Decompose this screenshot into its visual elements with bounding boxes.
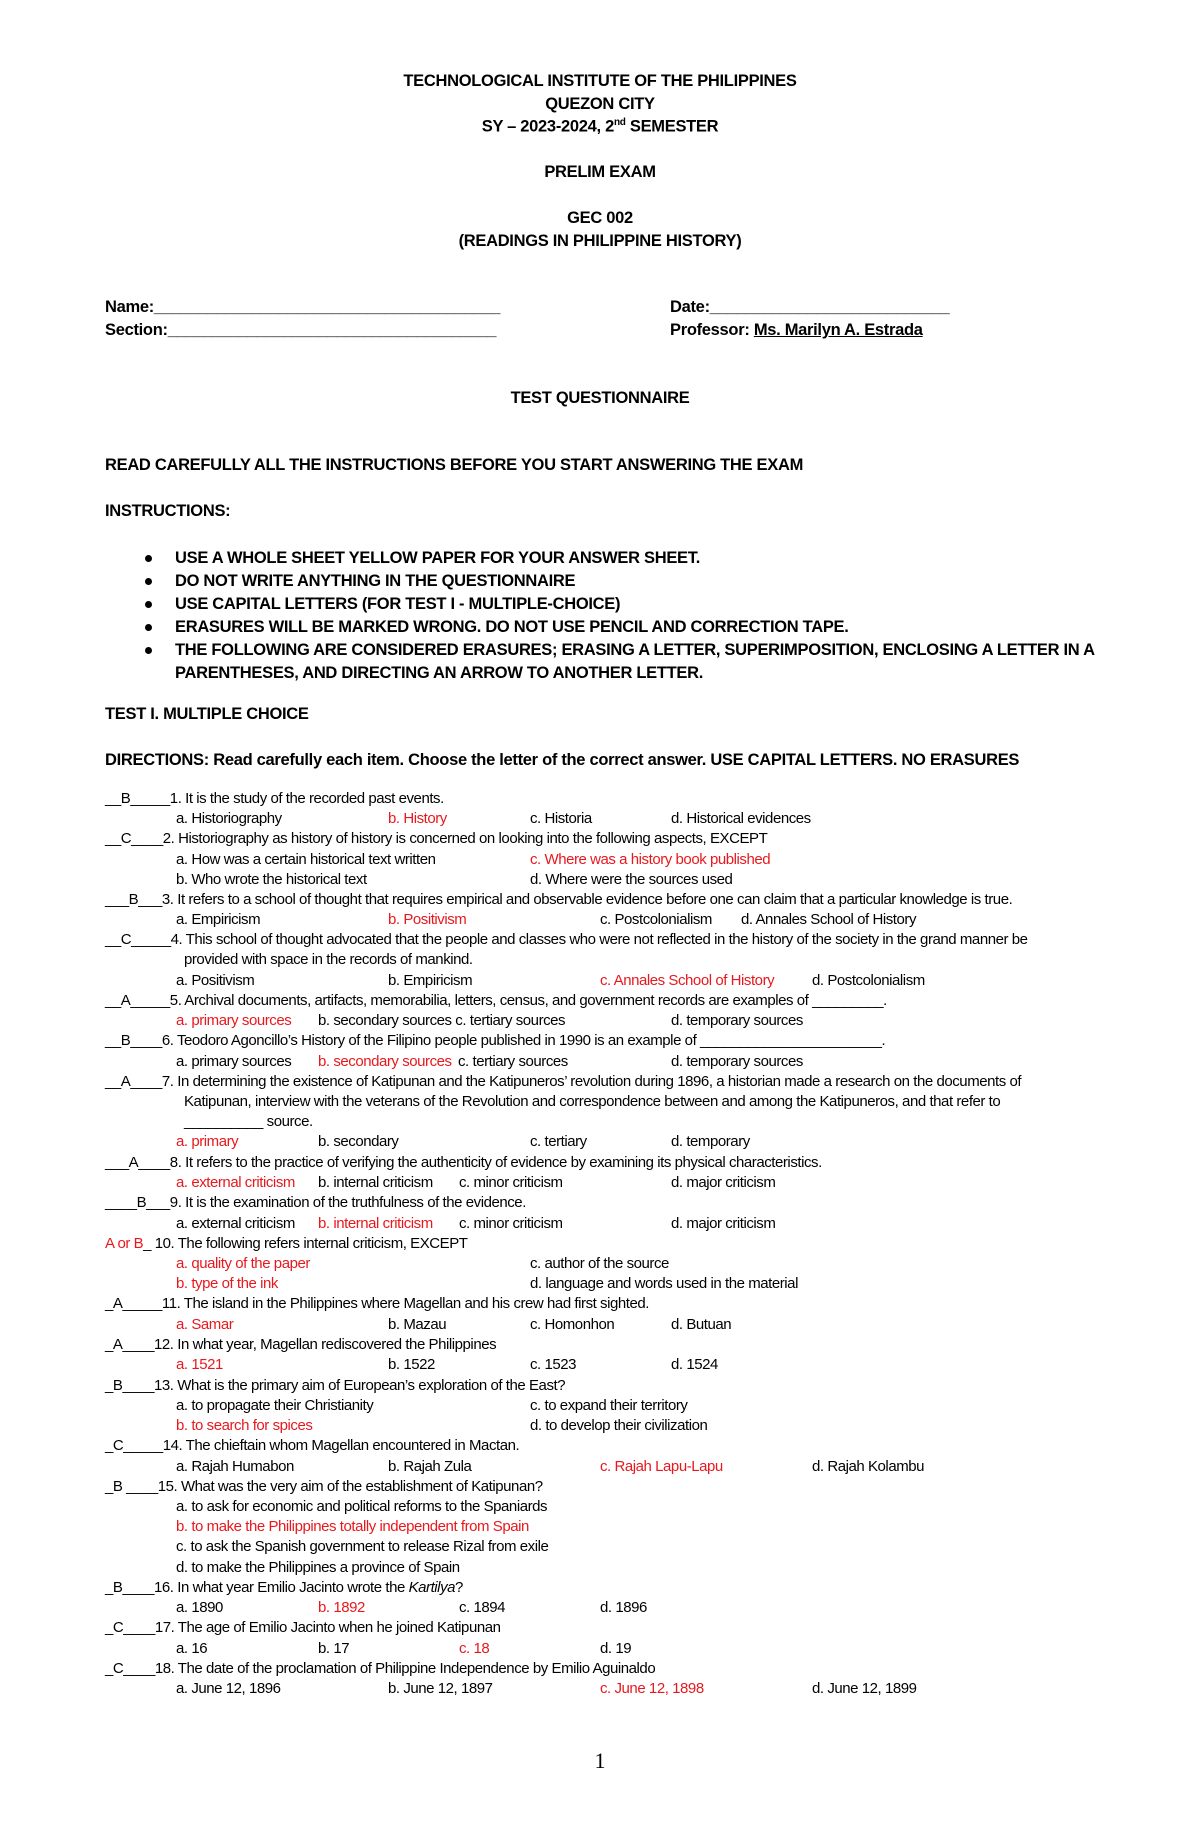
choice: d. Historical evidences [671,810,811,827]
correct-choice: c. Annales School of History [600,972,775,989]
instruction-text: DO NOT WRITE ANYTHING IN THE QUESTIONNAIRE [175,572,576,590]
choice: d. Where were the sources used [530,871,733,888]
choice: b. secondary [318,1133,399,1150]
test-title: TEST I. MULTIPLE CHOICE [105,705,309,723]
choice: a. Rajah Humabon [176,1458,294,1475]
choice: b. Rajah Zula [388,1458,472,1475]
choice: a. Positivism [176,972,255,989]
correct-choice: a. 1521 [176,1356,223,1373]
choice: b. 1522 [388,1356,435,1373]
choice: d. temporary sources [671,1012,803,1029]
correct-choice: b. type of the ink [176,1275,278,1292]
school-year-sup: nd [613,117,626,128]
question-stem: __C____2. Historiography as history of history is concerned on looking into the following aspects, EXCEPT [105,830,768,847]
correct-choice: a. quality of the paper [176,1255,310,1272]
question-stem-cont: Katipunan, interview with the veterans of the Revolution and correspondence between and among the Katipuneros, and that refer to [184,1093,1001,1110]
question-stem [105,1579,463,1596]
choice: a. 16 [176,1640,208,1657]
choice: c. Homonhon [530,1316,615,1333]
question-stem: ___B___3. It refers to a school of thought that requires empirical and observable evidence before one can claim that a particular knowledge is true. [105,891,1013,908]
correct-choice: c. Rajah Lapu-Lapu [600,1458,723,1475]
question-stem: __B_____1. It is the study of the recorded past events. [105,790,444,807]
city: QUEZON CITY [545,95,655,113]
choice: c. tertiary sources [458,1053,568,1070]
choice: a. 1890 [176,1599,223,1616]
question-stem: __C_____4. This school of thought advocated that the people and classes who were not reflected in the history of the society in the grand manner be [105,931,1028,948]
bullet-icon [145,647,152,654]
choice: c. tertiary [530,1133,587,1150]
directions-label: DIRECTIONS [105,751,204,769]
choice: b. Who wrote the historical text [176,871,367,888]
bullet-icon [145,578,152,585]
choice: d. 1524 [671,1356,718,1373]
choice: d. major criticism [671,1215,776,1232]
school-year [0,117,1200,137]
question-stem: __A____7. In determining the existence of Katipunan and the Katipuneros’ revolution during 1896, a historian made a research on the documents of [105,1073,1022,1090]
choice: d. 19 [600,1640,632,1657]
professor-field [670,321,923,340]
choice: a. primary sources [176,1053,292,1070]
instruction-item [140,547,1130,570]
instruction-text: USE CAPITAL LETTERS (FOR TEST I - MULTIPLE-CHOICE) [175,595,621,613]
course-code: GEC 002 [567,209,633,227]
page-number: 1 [594,1748,606,1773]
directions [105,751,1019,770]
question-text: _ 10. The following refers internal criticism, EXCEPT [143,1235,468,1252]
question-stem: _A____12. In what year, Magellan rediscovered the Philippines [105,1336,497,1353]
institution-name: TECHNOLOGICAL INSTITUTE OF THE PHILIPPINES [403,72,797,90]
instruction-item [140,639,1130,685]
bullet-icon [145,624,152,631]
choice: d. major criticism [671,1174,776,1191]
correct-choice: b. Positivism [388,911,467,928]
choice: d. Rajah Kolambu [812,1458,925,1475]
questionnaire-title: TEST QUESTIONNAIRE [510,389,690,407]
choice: c. Postcolonialism [600,911,712,928]
read-carefully-notice: READ CAREFULLY ALL THE INSTRUCTIONS BEFORE YOU START ANSWERING THE EXAM [105,456,804,474]
choice: c. 1894 [459,1599,506,1616]
professor-label: Professor: [670,321,754,339]
instruction-item [140,593,1130,616]
question-stem [105,1235,468,1252]
choice: d. to make the Philippines a province of Spain [176,1559,460,1576]
instruction-text: USE A WHOLE SHEET YELLOW PAPER FOR YOUR ANSWER SHEET. [175,549,700,567]
choice: a. Historiography [176,810,282,827]
choice: d. Annales School of History [741,911,917,928]
choice: a. Empiricism [176,911,261,928]
correct-choice: b. internal criticism [318,1215,433,1232]
choice: a. How was a certain historical text written [176,851,436,868]
answer-mark: A or B [105,1235,144,1252]
choice: d. Postcolonialism [812,972,925,989]
question-stem: _C_____14. The chieftain whom Magellan encountered in Mactan. [105,1437,520,1454]
correct-choice: c. Where was a history book published [530,851,771,868]
correct-choice: b. History [388,810,447,827]
choice: b. 17 [318,1640,350,1657]
choice: d. temporary [671,1133,750,1150]
question-text: _B____16. In what year Emilio Jacinto wrote the [105,1579,409,1596]
choice: a. to ask for economic and political reforms to the Spaniards [176,1498,548,1515]
correct-choice: b. to search for spices [176,1417,313,1434]
choice: b. Empiricism [388,972,473,989]
bullet-icon [145,555,152,562]
instructions-list [140,547,1130,685]
question-stem: _B____13. What is the primary aim of European’s exploration of the East? [105,1377,566,1394]
correct-choice: a. external criticism [176,1174,295,1191]
question-stem: _C____17. The age of Emilio Jacinto when he joined Katipunan [105,1619,501,1636]
choice: b. secondary sources c. tertiary sources [318,1012,566,1029]
choice: d. temporary sources [671,1053,803,1070]
instruction-text: THE FOLLOWING ARE CONSIDERED ERASURES; ERASING A LETTER, SUPERIMPOSITION, ENCLOSING A LETTER IN A PARENTHESES, AND DIRECTING AN ARROW TO ANOTHER LETTER. [175,641,1095,682]
course-title: (READINGS IN PHILIPPINE HISTORY) [458,232,742,250]
question-stem: ___A____8. It refers to the practice of verifying the authenticity of evidence by examining its physical characteristics. [105,1154,822,1171]
choice: a. to propagate their Christianity [176,1397,374,1414]
question-stem: _C____18. The date of the proclamation of Philippine Independence by Emilio Aguinaldo [105,1660,656,1677]
name-field: Name:_______________________________________ [105,298,501,316]
choice: a. external criticism [176,1215,295,1232]
question-stem: ____B___9. It is the examination of the truthfulness of the evidence. [105,1194,526,1211]
choice: d. June 12, 1899 [812,1680,917,1697]
choice: c. author of the source [530,1255,669,1272]
choice: d. language and words used in the material [530,1275,798,1292]
choice: c. to expand their territory [530,1397,688,1414]
date-field: Date:___________________________ [670,298,950,316]
choice: b. internal criticism [318,1174,433,1191]
correct-choice: a. primary [176,1133,239,1150]
question-stem: _B ____15. What was the very aim of the establishment of Katipunan? [105,1478,543,1495]
correct-choice: c. June 12, 1898 [600,1680,704,1697]
correct-choice: b. to make the Philippines totally independent from Spain [176,1518,529,1535]
question-stem: __B____6. Teodoro Agoncillo’s History of the Filipino people published in 1990 is an example of _______________________. [105,1032,886,1049]
correct-choice: a. primary sources [176,1012,292,1029]
correct-choice: b. 1892 [318,1599,365,1616]
instruction-item [140,570,1130,593]
question-stem-cont: __________ source. [184,1113,313,1130]
choice: c. minor criticism [459,1215,563,1232]
bullet-icon [145,601,152,608]
question-text-end: ? [455,1579,463,1596]
choice: b. June 12, 1897 [388,1680,493,1697]
choice: c. minor criticism [459,1174,563,1191]
correct-choice: b. secondary sources [318,1053,452,1070]
choice: c. Historia [530,810,592,827]
directions-text: : Read carefully each item. Choose the letter of the correct answer. USE CAPITAL LETTERS. NO ERASURES [203,751,1020,769]
choice: d. 1896 [600,1599,647,1616]
school-year-text: SY – 2023-2024, 2 [481,117,614,136]
choice: b. Mazau [388,1316,447,1333]
section-field: Section:_____________________________________ [105,321,497,339]
choice: c. to ask the Spanish government to release Rizal from exile [176,1538,549,1555]
exam-title: PRELIM EXAM [544,163,656,181]
question-text-italic: Kartilya [408,1579,456,1596]
correct-choice: a. Samar [176,1316,234,1333]
question-stem: _A_____11. The island in the Philippines where Magellan and his crew had first sighted. [105,1295,649,1312]
instruction-item [140,616,1130,639]
correct-choice: c. 18 [459,1640,490,1657]
choice: a. June 12, 1896 [176,1680,281,1697]
choice: c. 1523 [530,1356,577,1373]
instructions-label: INSTRUCTIONS: [105,502,231,520]
choice: d. to develop their civilization [530,1417,708,1434]
professor-name: Ms. Marilyn A. Estrada [753,321,923,339]
school-year-suffix: SEMESTER [625,117,719,136]
question-stem-cont: provided with space in the records of mankind. [184,951,473,968]
question-stem: __A_____5. Archival documents, artifacts, memorabilia, letters, census, and government records are examples of _________. [105,992,887,1009]
instruction-text: ERASURES WILL BE MARKED WRONG. DO NOT USE PENCIL AND CORRECTION TAPE. [175,618,849,636]
choice: d. Butuan [671,1316,732,1333]
